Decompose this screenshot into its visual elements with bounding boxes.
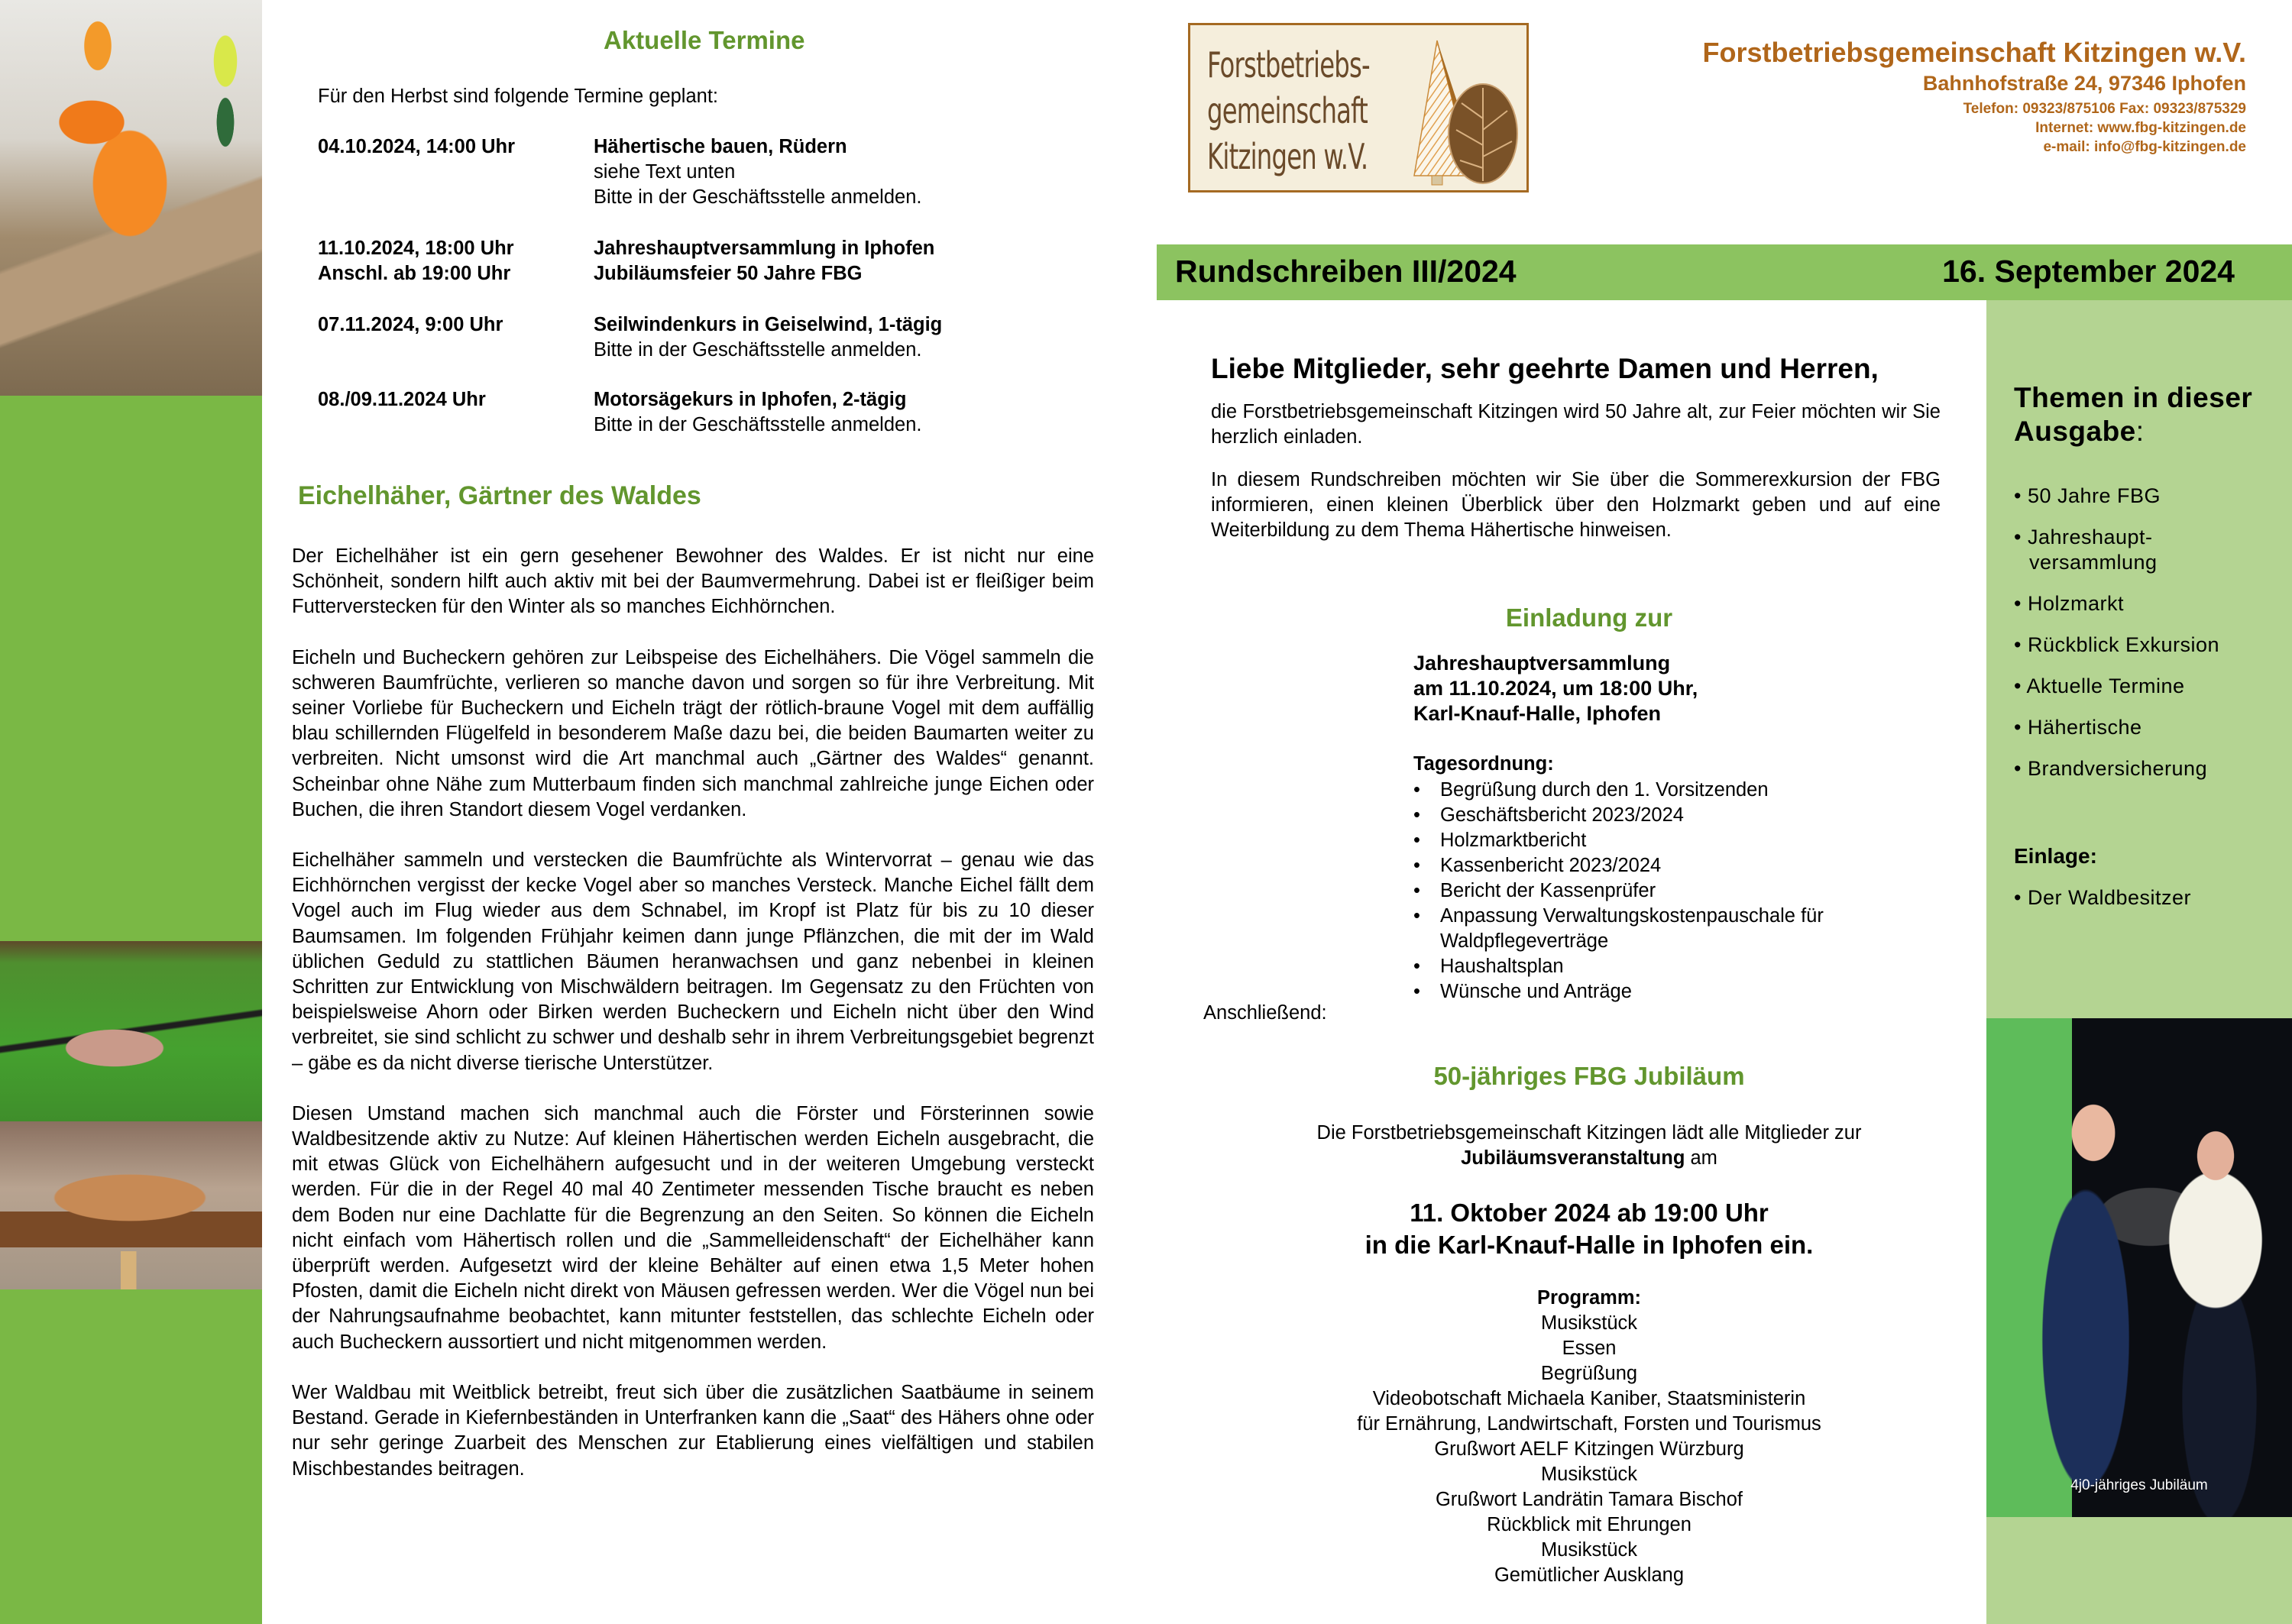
termin-description bbox=[594, 134, 921, 210]
program-item: für Ernährung, Landwirtschaft, Forsten und Tourismus bbox=[1357, 1413, 1821, 1435]
article-paragraph: Eichelhäher sammeln und verstecken die Baumfrüchte als Wintervorrat – genau wie das Eichhörnchen vergisst der kecke Vogel aber so manches Versteck. Manche Eichel fällt dem Vogel auch im Flug wieder aus dem Schnabel, im Kropf ist Platz für bis zu 10 dieser Baumsamen. Im folgenden Frühjahr keimen dann junge Pflänzchen, die mit der im Wald üblichen Geduld zu stattlichen Bäumen heranwachsen und ganz nebenbei in kleinen Schritten zur Entwicklung von Mischwäldern beitragen. Im Gegensatz zu den Früchten von beispielsweise Ahorn oder Birken werden Bucheckern und Eicheln nicht über den Wind verbreitet, sie sind schlicht zu schwer und deshalb sehr in ihrem Verbreitungsgebiet begrenzt – gäbe es da nicht diverse tierische Unterstützer. bbox=[292, 849, 1094, 1074]
jubilee-text-tail: am bbox=[1685, 1147, 1717, 1169]
email-link[interactable]: e-mail: info@fbg-kitzingen.de bbox=[2043, 139, 2246, 155]
program-item: Essen bbox=[1562, 1338, 1617, 1359]
agenda-item: • Begrüßung durch den 1. Vorsitzenden bbox=[1413, 778, 1841, 803]
termin-date-line: 04.10.2024, 14:00 Uhr bbox=[318, 136, 516, 157]
phone-fax: Telefon: 09323/875106 Fax: 09323/875329 bbox=[1963, 101, 2246, 117]
issue-date: 16. September 2024 bbox=[1942, 254, 2235, 289]
termin-description bbox=[594, 236, 934, 286]
sidebar-heading bbox=[2014, 381, 2252, 448]
termin-note: Bitte in der Geschäftsstelle anmelden. bbox=[594, 414, 922, 435]
program-item: Grußwort AELF Kitzingen Würzburg bbox=[1434, 1438, 1744, 1460]
topics-list bbox=[2014, 484, 2292, 797]
termin-date-line: 07.11.2024, 9:00 Uhr bbox=[318, 314, 503, 335]
intro-paragraph: die Forstbetriebsgemeinschaft Kitzingen wird 50 Jahre alt, zur Feier möchten wir Sie herzlich einladen. bbox=[1211, 401, 1941, 448]
website-link[interactable]: Internet: www.fbg-kitzingen.de bbox=[2035, 120, 2246, 136]
invitation-heading: Einladung zur bbox=[1505, 603, 1673, 632]
termine-heading: Aktuelle Termine bbox=[604, 26, 805, 54]
article-paragraph: Wer Waldbau mit Weitblick betreibt, freut sich über die zusätzlichen Saatbäume in seinem Bestand. Gerade in Kiefernbeständen in Unterfranken kann die „Saat“ des Hähers ohne oder nur sehr geringe Zuarbeit des Menschen zur Etablierung eines vielfältigen und stabilen Mischbestandes beitragen. bbox=[292, 1381, 1094, 1480]
article-paragraph: Eicheln und Bucheckern gehören zur Leibspeise des Eichelhähers. Die Vögel sammeln die schweren Baumfrüchte, verlieren so manche davon und sorgen so für ihre Verbreitung. Mit seiner Vorliebe für Bucheckern und Eicheln trägt der rötlich-braune Vogel mit dem auffällig blau schillernden Flügelfeld in besonderem Maße dazu bei, die beiden Baumarten weiter zu verbreiten. Nicht umsonst wird die Art manchmal auch „Gärtner des Waldes“ genannt. Scheinbar ohne Nähe zum Mutterbaum finden sich manchmal zahlreiche junge Eichen oder Buchen, die ihren Standort diesem Vogel verdanken. bbox=[292, 646, 1094, 820]
program-item: Musikstück bbox=[1540, 1464, 1638, 1485]
termin-date bbox=[318, 134, 515, 160]
greeting-heading: Liebe Mitglieder, sehr geehrte Damen und Herren, bbox=[1211, 353, 1879, 384]
program-list bbox=[1192, 1286, 1986, 1588]
agenda-item: • Bericht der Kassenprüfer bbox=[1413, 878, 1841, 904]
termin-title: Motorsägekurs in Iphofen, 2-tägig bbox=[594, 389, 907, 410]
article-paragraph: Diesen Umstand machen sich manchmal auch die Förster und Försterinnen sowie Waldbesitzende aktiv zu Nutze: Auf kleinen Hähertischen werden Eicheln ausgebracht, die mit etwas Glück von Eichelhähern aufgesucht und in der weiteren Umgebung versteckt werden. Für die in der Regel 40 mal 40 Zentimeter messenden Tische braucht es neben dem Boden nur eine Dachlatte für die Begrenzung an den Seiten. So können die Eicheln nicht einfach vom Hähertisch rollen und die „Sammelleidenschaft“ der Eichelhäher kann überprüft werden. Aufgesetzt wird der kleine Behälter auf einen etwa 1,5 Meter hohen Pfosten, damit die Eicheln nicht direkt von Mäusen gefressen werden. Wer die Vögel nun bei der Nahrungsaufnahme beobachtet, kann mitunter feststellen, das schlechte Eicheln oder auch Bucheckern aussortiert und nicht mitgenommen werden. bbox=[292, 1102, 1094, 1353]
agenda-item: • Haushaltsplan bbox=[1413, 954, 1841, 979]
termin-description bbox=[594, 312, 942, 363]
termin-note: Bitte in der Geschäftsstelle anmelden. bbox=[594, 339, 922, 361]
article-body bbox=[292, 544, 1094, 1507]
acorn-table-photo bbox=[0, 1121, 262, 1289]
meeting-details bbox=[1413, 651, 1698, 726]
jubilee-invitation-text bbox=[1192, 1121, 1986, 1171]
topic-item: • Hähertische bbox=[2014, 716, 2142, 739]
einlage-heading: Einlage: bbox=[2014, 844, 2097, 868]
agenda-item: • Wünsche und Anträge bbox=[1413, 979, 1841, 1004]
program-item: Begrüßung bbox=[1540, 1363, 1638, 1384]
logo-wordmark bbox=[1207, 42, 1370, 180]
organization-address: Bahnhofstraße 24, 97346 Iphofen bbox=[1922, 72, 2246, 95]
sidebar-heading-line: Themen in dieser bbox=[2014, 382, 2253, 413]
tree-logo-icon bbox=[1407, 34, 1521, 187]
agenda-item: • Geschäftsbericht 2023/2024 bbox=[1413, 803, 1841, 828]
intro-text bbox=[1211, 400, 1941, 561]
meeting-line: Jahreshauptversammlung bbox=[1413, 652, 1671, 675]
termin-date bbox=[318, 312, 503, 338]
topic-item: • Rückblick Exkursion bbox=[2014, 633, 2220, 656]
agenda-heading: Tagesordnung: bbox=[1413, 753, 1554, 775]
termin-title: Jubiläumsfeier 50 Jahre FBG bbox=[594, 263, 863, 284]
termin-title: Jahreshauptversammlung in Iphofen bbox=[594, 238, 935, 259]
termin-title: Seilwindenkurs in Geiselwind, 1-tägig bbox=[594, 314, 943, 335]
jubilee-date-line: 11. Oktober 2024 ab 19:00 Uhr bbox=[1410, 1199, 1769, 1227]
agenda-list bbox=[1413, 778, 1841, 1004]
program-item: Videobotschaft Michaela Kaniber, Staatsministerin bbox=[1372, 1388, 1806, 1409]
topic-item: • 50 Jahre FBG bbox=[2014, 484, 2161, 507]
topic-item: • Aktuelle Termine bbox=[2014, 675, 2185, 697]
meeting-line: Karl-Knauf-Halle, Iphofen bbox=[1413, 702, 1662, 725]
intro-paragraph: In diesem Rundschreiben möchten wir Sie über die Sommerexkursion der FBG informieren, einen kleinen Überblick über den Holzmarkt geben und auf eine Weiterbildung zu dem Thema Hähertische hinweisen. bbox=[1211, 469, 1941, 541]
termin-title: Hähertische bauen, Rüdern bbox=[594, 136, 847, 157]
agenda-item: • Anpassung Verwaltungskostenpauschale für Waldpflegeverträge bbox=[1413, 904, 1841, 954]
logo-line: gemeinschaft bbox=[1207, 90, 1368, 131]
einlage-item: • Der Waldbesitzer bbox=[2014, 886, 2192, 909]
agenda-item: • Kassenbericht 2023/2024 bbox=[1413, 853, 1841, 878]
program-item: Grußwort Landrätin Tamara Bischof bbox=[1435, 1489, 1743, 1510]
jubilee-text-line: Die Forstbetriebsgemeinschaft Kitzingen lädt alle Mitglieder zur bbox=[1316, 1122, 1862, 1144]
fbg-logo bbox=[1188, 23, 1529, 192]
program-item: Musikstück bbox=[1540, 1312, 1638, 1334]
jubilee-venue-line: in die Karl-Knauf-Halle in Iphofen ein. bbox=[1365, 1231, 1814, 1259]
termin-date-line: Anschl. ab 19:00 Uhr bbox=[318, 263, 511, 284]
logo-line: Forstbetriebs- bbox=[1207, 44, 1370, 86]
termin-note: siehe Text unten bbox=[594, 161, 736, 183]
sidebar-heading-colon: : bbox=[2135, 416, 2145, 447]
jubilee-heading: 50-jähriges FBG Jubiläum bbox=[1433, 1062, 1745, 1090]
afterwards-label: Anschließend: bbox=[1203, 1002, 1327, 1024]
photo-caption: 4j0-jähriges Jubiläum bbox=[2070, 1477, 2208, 1493]
issue-label: Rundschreiben III/2024 bbox=[1175, 254, 1517, 289]
termin-date bbox=[318, 236, 514, 286]
program-item: Gemütlicher Ausklang bbox=[1494, 1564, 1685, 1586]
agenda-item: • Holzmarktbericht bbox=[1413, 828, 1841, 853]
article-heading: Eichelhäher, Gärtner des Waldes bbox=[298, 481, 701, 510]
topic-item: • Jahreshaupt- versammlung bbox=[2014, 526, 2159, 574]
program-item: Rückblick mit Ehrungen bbox=[1487, 1514, 1691, 1535]
topic-item: • Holzmarkt bbox=[2014, 592, 2124, 615]
article-paragraph: Der Eichelhäher ist ein gern gesehener Bewohner des Waldes. Er ist nicht nur eine Schönheit, sondern hilft auch aktiv mit bei der Baumvermehrung. Dabei ist er fleißiger beim Futterverstecken für den Winter als so manches Eichhörnchen. bbox=[292, 545, 1094, 618]
forestry-workers-photo bbox=[0, 0, 262, 396]
meeting-line: am 11.10.2024, um 18:00 Uhr, bbox=[1413, 677, 1698, 700]
termin-description bbox=[594, 387, 921, 438]
termin-note: Bitte in der Geschäftsstelle anmelden. bbox=[594, 186, 922, 208]
termin-date bbox=[318, 387, 486, 412]
organization-name: Forstbetriebsgemeinschaft Kitzingen w.V. bbox=[1702, 37, 2246, 68]
jubilee-photo bbox=[1986, 1018, 2292, 1517]
topic-item: • Brandversicherung bbox=[2014, 757, 2208, 780]
termin-date-line: 08./09.11.2024 Uhr bbox=[318, 389, 486, 410]
jay-bird-photo bbox=[0, 941, 262, 1121]
program-item: Musikstück bbox=[1540, 1539, 1638, 1561]
jubilee-date bbox=[1192, 1197, 1986, 1261]
termin-date-line: 11.10.2024, 18:00 Uhr bbox=[318, 238, 514, 259]
sidebar-heading-line: Ausgabe bbox=[2014, 416, 2136, 447]
logo-line: Kitzingen w.V. bbox=[1207, 136, 1368, 177]
jubilee-event-name: Jubiläumsveranstaltung bbox=[1461, 1147, 1685, 1169]
termine-intro: Für den Herbst sind folgende Termine geplant: bbox=[318, 86, 719, 107]
program-heading: Programm: bbox=[1536, 1287, 1642, 1309]
issue-title-band bbox=[1157, 244, 2292, 300]
